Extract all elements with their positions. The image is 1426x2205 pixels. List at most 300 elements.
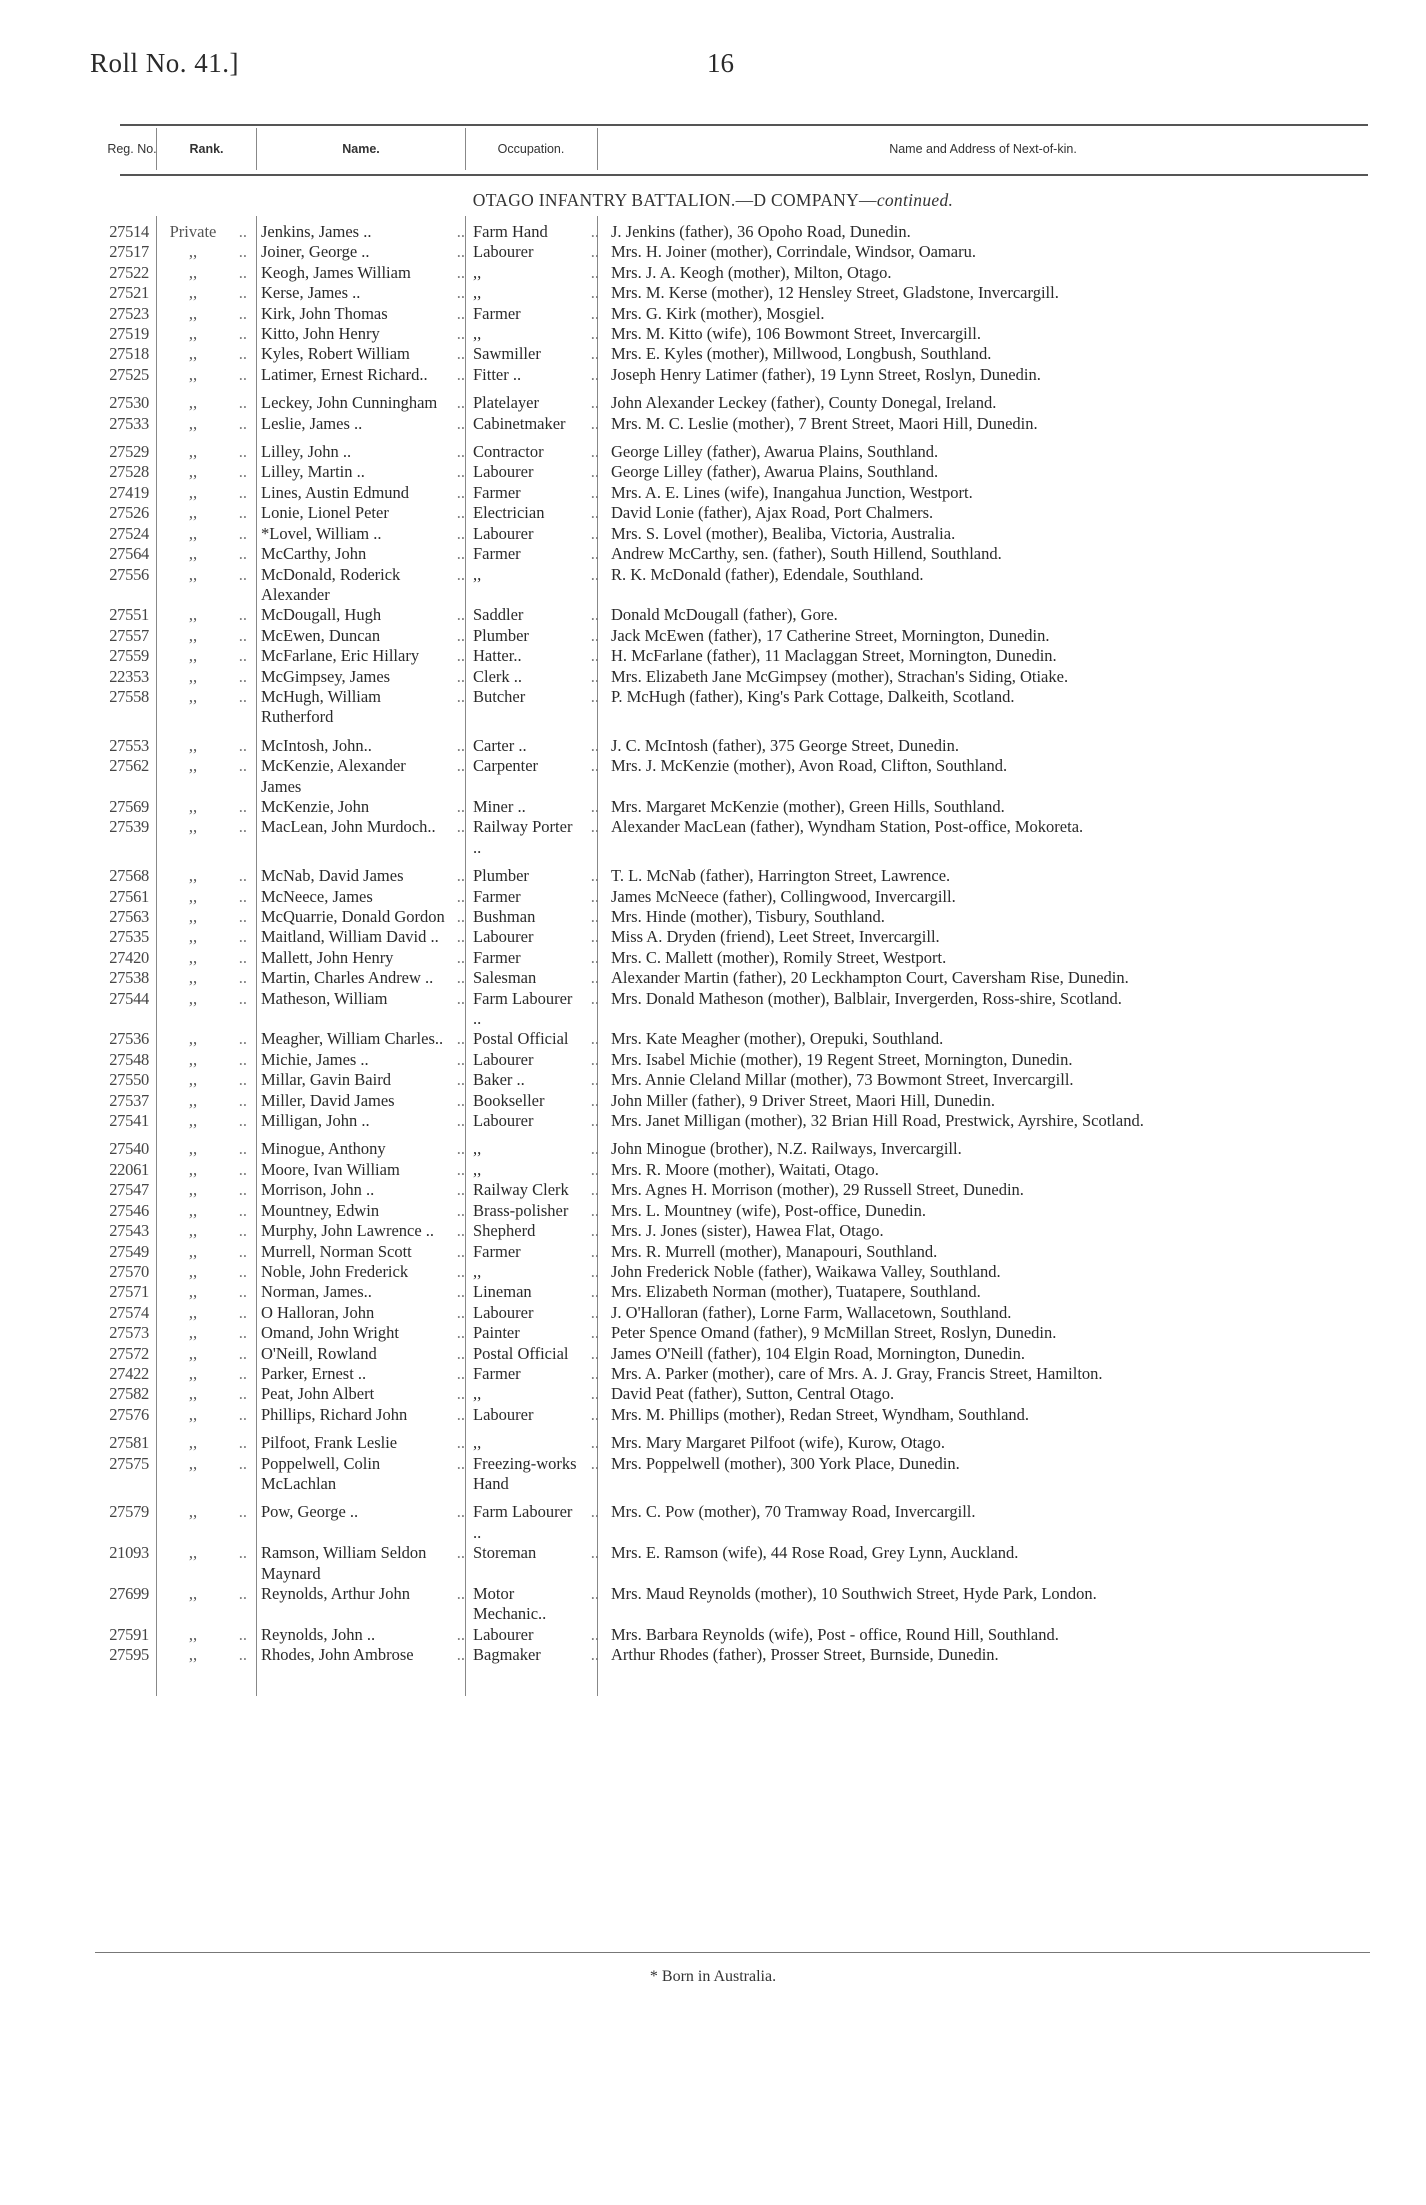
dot-leader: .. (590, 1502, 599, 1522)
name-cell (257, 324, 467, 344)
next-of-kin: J. O'Halloran (father), Lorne Farm, Wallacetown, Southland. (611, 1302, 1012, 1322)
occupation: Farm Hand (473, 222, 548, 241)
dot-leader: .. (590, 1261, 599, 1281)
next-of-kin-cell (599, 524, 1369, 544)
reg-no: 27582 (109, 1384, 149, 1404)
rank: ,, (188, 646, 198, 666)
reg-no: 27528 (109, 462, 149, 482)
occupation-cell (467, 1160, 599, 1180)
next-of-kin-cell (599, 1242, 1369, 1262)
dot-leader: .. (590, 1584, 599, 1603)
occupation-cell (467, 736, 599, 756)
dot-leader: .. (238, 1343, 247, 1363)
dot-leader: .. (238, 413, 247, 433)
occupation-cell (467, 1625, 599, 1645)
occupation: Labourer (473, 927, 534, 947)
soldier-name: Omand, John Wright (261, 1323, 399, 1343)
dot-leader: .. (456, 1302, 465, 1322)
next-of-kin: Mrs. A. Parker (mother), care of Mrs. A. J. Gray, Francis Street, Hamilton. (611, 1363, 1103, 1383)
dot-leader: .. (590, 303, 599, 323)
rank-cell (157, 989, 257, 1030)
row-spacer (0, 1425, 1426, 1433)
occupation-cell (467, 524, 599, 544)
table-row (0, 1384, 1426, 1404)
dot-leader: .. (590, 817, 599, 837)
dot-leader: .. (238, 1363, 247, 1383)
rank-cell (157, 263, 257, 283)
name-cell (257, 1502, 467, 1543)
dot-leader: .. (238, 1502, 247, 1522)
column-divider (256, 128, 257, 170)
dot-leader: .. (238, 866, 247, 886)
rank-cell (157, 565, 257, 606)
reg-no: 27558 (109, 686, 149, 706)
reg-no: 27539 (109, 817, 149, 837)
dot-leader: .. (238, 344, 247, 364)
rank-cell (157, 817, 257, 858)
next-of-kin: James McNeece (father), Collingwood, Invercargill. (611, 886, 956, 906)
reg-no: 27533 (109, 413, 149, 433)
dot-leader: .. (590, 523, 599, 543)
dot-leader: .. (238, 1159, 247, 1179)
next-of-kin: Mrs. J. Jones (sister), Hawea Flat, Otago. (611, 1221, 884, 1241)
occupation: Farmer (473, 482, 521, 502)
rank: ,, (188, 988, 198, 1008)
row-spacer (0, 1494, 1426, 1502)
rank: ,, (188, 1070, 198, 1090)
dot-leader: .. (590, 1543, 599, 1563)
next-of-kin: Mrs. Janet Milligan (mother), 32 Brian Hill Road, Prestwick, Ayrshire, Scotland. (611, 1111, 1144, 1131)
soldier-name: McDonald, Roderick Alexander (261, 564, 401, 604)
next-of-kin-cell (599, 1645, 1369, 1665)
table-row (0, 667, 1426, 687)
dot-leader: .. (590, 666, 599, 686)
occupation: Postal Official (473, 1029, 569, 1049)
rank: ,, (188, 1111, 198, 1131)
soldier-name: Peat, John Albert (261, 1384, 375, 1404)
soldier-name: Mallett, John Henry (261, 947, 394, 967)
reg-no: 27519 (109, 324, 149, 344)
soldier-name: Martin, Charles Andrew .. (261, 968, 434, 988)
next-of-kin-cell (599, 1262, 1369, 1282)
soldier-name: Jenkins, James .. (261, 222, 372, 241)
rank: Private (169, 222, 217, 241)
soldier-name: McKenzie, John (261, 796, 370, 816)
rank: ,, (188, 1221, 198, 1241)
dot-leader: .. (238, 262, 247, 282)
dot-leader: .. (590, 1453, 599, 1473)
occupation-cell (467, 544, 599, 564)
occupation: Bagmaker (473, 1645, 541, 1665)
next-of-kin: Mrs. R. Moore (mother), Waitati, Otago. (611, 1159, 879, 1179)
rank-cell (157, 414, 257, 434)
dot-leader: .. (456, 1343, 465, 1363)
dot-leader: .. (456, 503, 465, 523)
dot-leader: .. (456, 686, 465, 706)
reg-no: 27537 (109, 1090, 149, 1110)
soldier-name: Maitland, William David .. (261, 927, 439, 947)
next-of-kin-cell (599, 1364, 1369, 1384)
reg-no: 27561 (109, 886, 149, 906)
column-header-name: Name. (342, 142, 380, 156)
next-of-kin: Mrs. Isabel Michie (mother), 19 Regent Street, Mornington, Dunedin. (611, 1049, 1073, 1069)
dot-leader: .. (238, 1241, 247, 1261)
name-cell (257, 736, 467, 756)
name-cell (257, 1645, 467, 1665)
dot-leader: .. (238, 1384, 247, 1404)
table-row (0, 1303, 1426, 1323)
name-cell (257, 1111, 467, 1131)
name-cell (257, 626, 467, 646)
next-of-kin-cell (599, 1070, 1369, 1090)
occupation: Lineman (473, 1282, 532, 1302)
occupation-cell (467, 344, 599, 364)
dot-leader: .. (238, 927, 247, 947)
occupation-cell (467, 1262, 599, 1282)
table-row (0, 646, 1426, 666)
rank: ,, (188, 1502, 198, 1522)
occupation: Bookseller (473, 1090, 545, 1110)
rank-cell (157, 503, 257, 523)
rank: ,, (188, 303, 198, 323)
rank: ,, (188, 866, 198, 886)
dot-leader: .. (590, 462, 599, 482)
next-of-kin: R. K. McDonald (father), Edendale, Southland. (611, 564, 924, 584)
table-row (0, 222, 1426, 242)
dot-leader: .. (456, 866, 465, 886)
dot-leader: .. (238, 1282, 247, 1302)
rank-cell (157, 1139, 257, 1159)
dot-leader: .. (590, 262, 599, 282)
footnote: * Born in Australia. (649, 1968, 777, 1985)
rank: ,, (188, 625, 198, 645)
occupation-cell (467, 1543, 599, 1584)
occupation: Labourer (473, 1111, 534, 1131)
dot-leader: .. (590, 283, 599, 303)
reg-no: 27574 (109, 1302, 149, 1322)
dot-leader: .. (456, 1584, 465, 1603)
table-row (0, 1262, 1426, 1282)
table-row (0, 756, 1426, 797)
dot-leader: .. (590, 503, 599, 523)
next-of-kin: George Lilley (father), Awarua Plains, Southland. (611, 442, 939, 462)
name-cell (257, 1221, 467, 1241)
reg-no: 27559 (109, 646, 149, 666)
reg-no: 27568 (109, 866, 149, 886)
name-cell (257, 365, 467, 385)
rank-cell (157, 222, 257, 242)
table-row (0, 324, 1426, 344)
name-cell (257, 242, 467, 262)
dot-leader: .. (590, 242, 599, 262)
rank: ,, (188, 886, 198, 906)
soldier-name: Morrison, John .. (261, 1180, 375, 1200)
column-divider (597, 128, 598, 170)
name-cell (257, 1050, 467, 1070)
next-of-kin-cell (599, 887, 1369, 907)
next-of-kin-cell (599, 968, 1369, 988)
table-row (0, 1029, 1426, 1049)
dot-leader: .. (456, 442, 465, 462)
rank-cell (157, 605, 257, 625)
table-row (0, 414, 1426, 434)
occupation-cell (467, 605, 599, 625)
table-row (0, 1201, 1426, 1221)
rank-cell (157, 442, 257, 462)
rank: ,, (188, 1302, 198, 1322)
occupation: ,, (473, 1433, 482, 1453)
rank: ,, (188, 686, 198, 706)
dot-leader: .. (238, 503, 247, 523)
soldier-name: Norman, James.. (261, 1282, 372, 1302)
occupation: ,, (473, 324, 482, 344)
dot-leader: .. (456, 907, 465, 926)
rank: ,, (188, 947, 198, 967)
occupation: Sawmiller (473, 344, 541, 364)
rank: ,, (188, 796, 198, 816)
occupation: Labourer (473, 523, 534, 543)
name-cell (257, 1323, 467, 1343)
soldier-name: Reynolds, John .. (261, 1624, 376, 1644)
dot-leader: .. (456, 947, 465, 967)
reg-no: 27564 (109, 544, 149, 564)
dot-leader: .. (238, 756, 247, 776)
next-of-kin: Mrs. R. Murrell (mother), Manapouri, Southland. (611, 1241, 938, 1261)
next-of-kin: Mrs. Barbara Reynolds (wife), Post - office, Round Hill, Southland. (611, 1624, 1059, 1644)
next-of-kin: James O'Neill (father), 104 Elgin Road, Mornington, Dunedin. (611, 1343, 1026, 1363)
dot-leader: .. (590, 442, 599, 462)
occupation-cell (467, 1201, 599, 1221)
occupation-cell (467, 1323, 599, 1343)
rank-cell (157, 344, 257, 364)
next-of-kin: Mrs. Elizabeth Jane McGimpsey (mother), Strachan's Siding, Otiake. (611, 666, 1069, 686)
next-of-kin-cell (599, 483, 1369, 503)
soldier-name: Leslie, James .. (261, 413, 363, 433)
rank-cell (157, 797, 257, 817)
table-row (0, 1160, 1426, 1180)
soldier-name: Kyles, Robert William (261, 344, 410, 364)
dot-leader: .. (456, 625, 465, 645)
reg-no: 27535 (109, 927, 149, 947)
column-header-rank: Rank. (189, 142, 224, 156)
soldier-name: Noble, John Frederick (261, 1261, 409, 1281)
dot-leader: .. (238, 1302, 247, 1322)
occupation-cell (467, 989, 599, 1030)
table-row (0, 1282, 1426, 1302)
next-of-kin: Mrs. Kate Meagher (mother), Orepuki, Southland. (611, 1029, 944, 1049)
name-cell (257, 1070, 467, 1090)
rank: ,, (188, 1343, 198, 1363)
dot-leader: .. (456, 605, 465, 625)
next-of-kin-cell (599, 1201, 1369, 1221)
occupation: ,, (473, 564, 482, 584)
soldier-name: Lonie, Lionel Peter (261, 503, 389, 523)
name-cell (257, 1454, 467, 1495)
column-divider (156, 128, 157, 170)
dot-leader: .. (456, 482, 465, 502)
soldier-name: McNab, David James (261, 866, 404, 886)
dot-leader: .. (456, 735, 465, 755)
rank: ,, (188, 756, 198, 776)
occupation-cell (467, 324, 599, 344)
next-of-kin-cell (599, 989, 1369, 1030)
table-row (0, 1543, 1426, 1584)
rank: ,, (188, 1159, 198, 1179)
rank-cell (157, 887, 257, 907)
occupation: Storeman (473, 1543, 537, 1563)
next-of-kin: Mrs. C. Mallett (mother), Romily Street, Westport. (611, 947, 947, 967)
rank: ,, (188, 564, 198, 584)
rank-cell (157, 1242, 257, 1262)
rank: ,, (188, 907, 198, 926)
name-cell (257, 817, 467, 858)
next-of-kin-cell (599, 1584, 1369, 1625)
dot-leader: .. (238, 947, 247, 967)
rank: ,, (188, 1049, 198, 1069)
name-cell (257, 756, 467, 797)
next-of-kin: George Lilley (father), Awarua Plains, Southland. (611, 462, 939, 482)
occupation: Labourer (473, 462, 534, 482)
reg-no: 27562 (109, 756, 149, 776)
dot-leader: .. (238, 393, 247, 413)
rank: ,, (188, 242, 198, 262)
rank-cell (157, 1070, 257, 1090)
name-cell (257, 797, 467, 817)
reg-no: 27525 (109, 364, 149, 384)
rank: ,, (188, 413, 198, 433)
next-of-kin: Mrs. M. Kitto (wife), 106 Bowmont Street, Invercargill. (611, 324, 981, 344)
next-of-kin-cell (599, 1502, 1369, 1543)
dot-leader: .. (590, 735, 599, 755)
table-row (0, 483, 1426, 503)
rank: ,, (188, 927, 198, 947)
row-spacer (0, 434, 1426, 442)
soldier-name: Reynolds, Arthur John (261, 1584, 410, 1603)
rank-cell (157, 1384, 257, 1404)
next-of-kin-cell (599, 907, 1369, 927)
rank-cell (157, 756, 257, 797)
name-cell (257, 483, 467, 503)
next-of-kin-cell (599, 1323, 1369, 1343)
occupation-cell (467, 442, 599, 462)
dot-leader: .. (590, 796, 599, 816)
soldier-name: MacLean, John Murdoch.. (261, 817, 436, 837)
name-cell (257, 968, 467, 988)
dot-leader: .. (238, 886, 247, 906)
column-header-reg-no: Reg. No. (107, 142, 157, 156)
table-row (0, 283, 1426, 303)
table-row (0, 1364, 1426, 1384)
dot-leader: .. (590, 1200, 599, 1220)
soldier-name: McCarthy, John (261, 544, 367, 564)
name-cell (257, 1282, 467, 1302)
reg-no: 27540 (109, 1139, 149, 1159)
next-of-kin: Jack McEwen (father), 17 Catherine Street, Mornington, Dunedin. (611, 625, 1050, 645)
rank-cell (157, 304, 257, 324)
table-row (0, 344, 1426, 364)
soldier-name: Kerse, James .. (261, 283, 361, 303)
next-of-kin-cell (599, 1160, 1369, 1180)
occupation: Farmer (473, 1363, 521, 1383)
occupation-cell (467, 866, 599, 886)
occupation-cell (467, 1384, 599, 1404)
section-title (0, 190, 1426, 211)
next-of-kin-cell (599, 565, 1369, 606)
name-cell (257, 907, 467, 927)
dot-leader: .. (456, 1645, 465, 1665)
dot-leader: .. (456, 393, 465, 413)
dot-leader: .. (590, 686, 599, 706)
next-of-kin-cell (599, 667, 1369, 687)
occupation: Plumber (473, 625, 529, 645)
name-cell (257, 462, 467, 482)
dot-leader: .. (456, 1502, 465, 1522)
soldier-name: McKenzie, Alexander James (261, 756, 406, 796)
next-of-kin-cell (599, 1625, 1369, 1645)
dot-leader: .. (456, 1453, 465, 1473)
next-of-kin: John Minogue (brother), N.Z. Railways, Invercargill. (611, 1139, 962, 1159)
occupation-cell (467, 414, 599, 434)
dot-leader: .. (238, 1624, 247, 1644)
rank-cell (157, 626, 257, 646)
row-spacer (0, 728, 1426, 736)
rank: ,, (188, 1323, 198, 1343)
next-of-kin-cell (599, 1282, 1369, 1302)
dot-leader: .. (456, 283, 465, 303)
next-of-kin: Mrs. J. McKenzie (mother), Avon Road, Clifton, Southland. (611, 756, 1008, 776)
occupation: Labourer (473, 1049, 534, 1069)
occupation-cell (467, 462, 599, 482)
name-cell (257, 304, 467, 324)
rank-cell (157, 1584, 257, 1625)
rank: ,, (188, 262, 198, 282)
dot-leader: .. (456, 344, 465, 364)
next-of-kin: Mrs. M. Kerse (mother), 12 Hensley Street, Gladstone, Invercargill. (611, 283, 1059, 303)
occupation: Painter (473, 1323, 520, 1343)
soldier-name: Moore, Ivan William (261, 1159, 400, 1179)
dot-leader: .. (590, 413, 599, 433)
soldier-name: McGimpsey, James (261, 666, 391, 686)
dot-leader: .. (456, 1221, 465, 1241)
occupation: Clerk .. (473, 666, 523, 686)
name-cell (257, 414, 467, 434)
dot-leader: .. (238, 1029, 247, 1049)
reg-no: 27563 (109, 907, 149, 926)
name-cell (257, 1384, 467, 1404)
reg-no: 27570 (109, 1261, 149, 1281)
reg-no: 27524 (109, 523, 149, 543)
name-cell (257, 866, 467, 886)
next-of-kin: Mrs. Poppelwell (mother), 300 York Place, Dunedin. (611, 1453, 960, 1473)
name-cell (257, 1262, 467, 1282)
next-of-kin: Donald McDougall (father), Gore. (611, 605, 838, 625)
occupation-cell (467, 222, 599, 242)
column-divider (465, 128, 466, 170)
next-of-kin-cell (599, 605, 1369, 625)
soldier-name: Leckey, John Cunningham (261, 393, 438, 413)
name-cell (257, 948, 467, 968)
name-cell (257, 1091, 467, 1111)
reg-no: 27522 (109, 262, 149, 282)
occupation-cell (467, 797, 599, 817)
next-of-kin: Andrew McCarthy, sen. (father), South Hillend, Southland. (611, 544, 1002, 564)
next-of-kin: Mrs. J. A. Keogh (mother), Milton, Otago. (611, 262, 892, 282)
table-row (0, 1050, 1426, 1070)
reg-no: 27591 (109, 1624, 149, 1644)
table-row (0, 1405, 1426, 1425)
dot-leader: .. (238, 1180, 247, 1200)
rank: ,, (188, 1241, 198, 1261)
